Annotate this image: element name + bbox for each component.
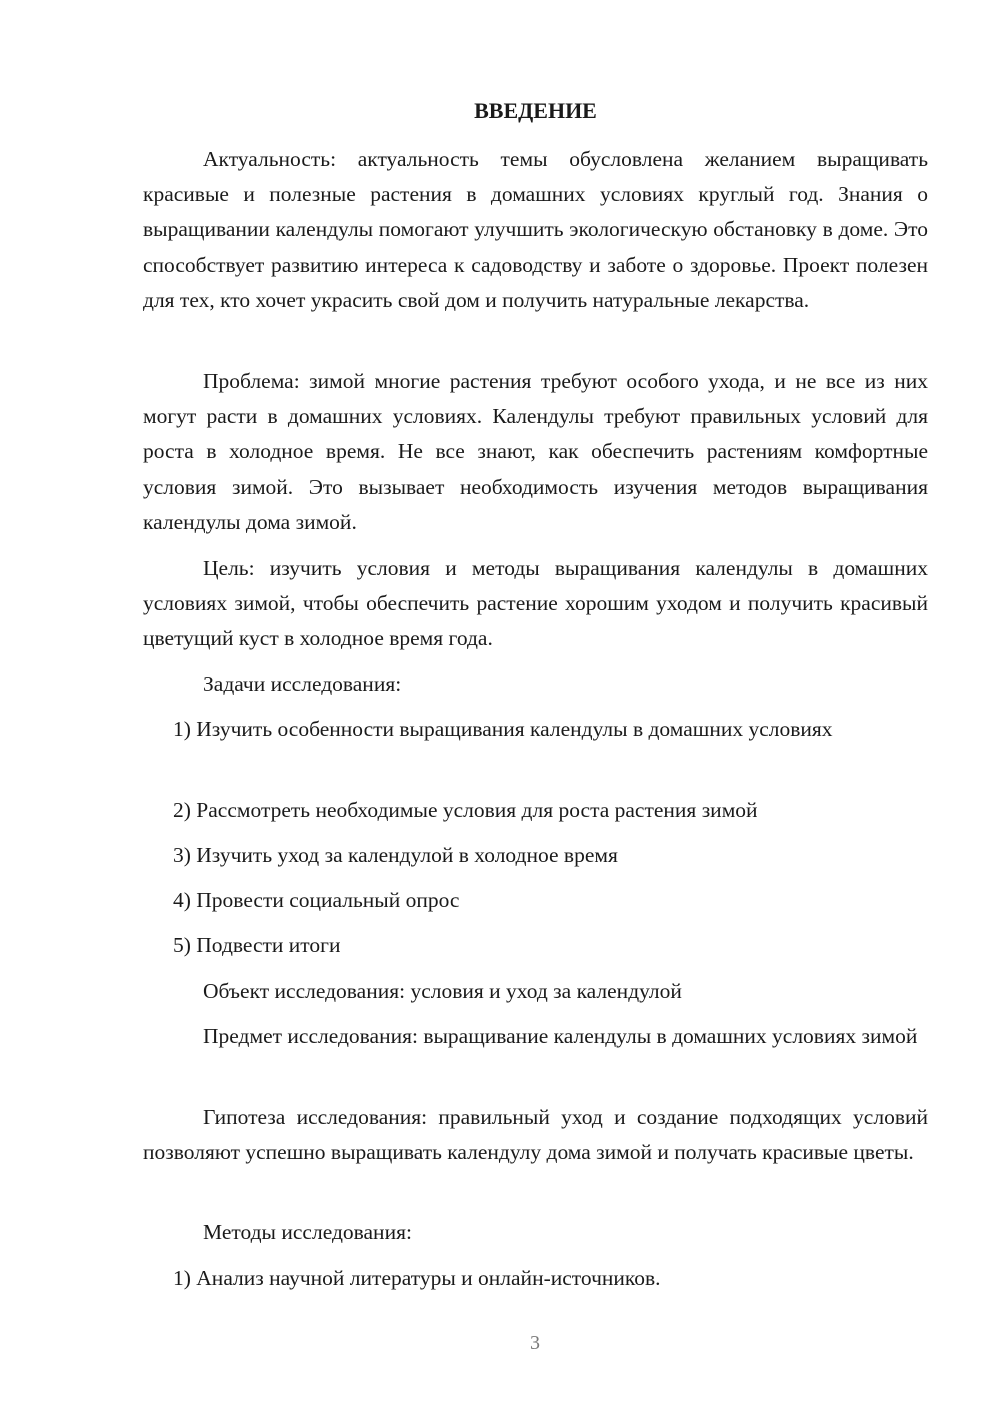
paragraph-object: Объект исследования: условия и уход за календулой (203, 979, 682, 1003)
task-item-1: 1) Изучить особенности выращивания календулы в домашних условиях (173, 717, 833, 741)
task-item-5: 5) Подвести итоги (173, 933, 341, 957)
paragraph-problem: Проблема: зимой многие растения требуют особого ухода, и не все из них могут расти в домашних условиях. Календулы требуют правильных условий для роста в холодное время. Не все знают, как обеспечить растениям комфортные условия зимой. Это вызывает необходимость изучения методов выращивания календулы дома зимой. (143, 369, 928, 534)
task-item-4: 4) Провести социальный опрос (173, 888, 460, 912)
method-item-1: 1) Анализ научной литературы и онлайн-источников. (173, 1266, 661, 1290)
task-item-2: 2) Рассмотреть необходимые условия для роста растения зимой (173, 798, 758, 822)
task-item-3: 3) Изучить уход за календулой в холодное время (173, 843, 618, 867)
page-number: 3 (530, 1332, 540, 1354)
paragraph-hypothesis: Гипотеза исследования: правильный уход и создание подходящих условий позволяют успешно выращивать календулу дома зимой и получать красивые цветы. (143, 1105, 928, 1165)
paragraph-subject: Предмет исследования: выращивание календулы в домашних условиях зимой (203, 1024, 918, 1048)
paragraph-goal: Цель: изучить условия и методы выращивания календулы в домашних условиях зимой, чтобы обеспечить растение хорошим уходом и получить красивый цветущий куст в холодное время года. (143, 556, 928, 651)
section-heading: ВВЕДЕНИЕ (474, 98, 597, 123)
methods-heading: Методы исследования: (203, 1220, 412, 1244)
tasks-heading: Задачи исследования: (203, 672, 402, 696)
paragraph-relevance: Актуальность: актуальность темы обусловлена желанием выращивать красивые и полезные растения в домашних условиях круглый год. Знания о выращивании календулы помогают улучшить экологическую обстановку в доме. Это способствует развитию интереса к садоводству и заботе о здоровье. Проект полезен для тех, кто хочет украсить свой дом и получить натуральные лекарства. (143, 147, 928, 312)
